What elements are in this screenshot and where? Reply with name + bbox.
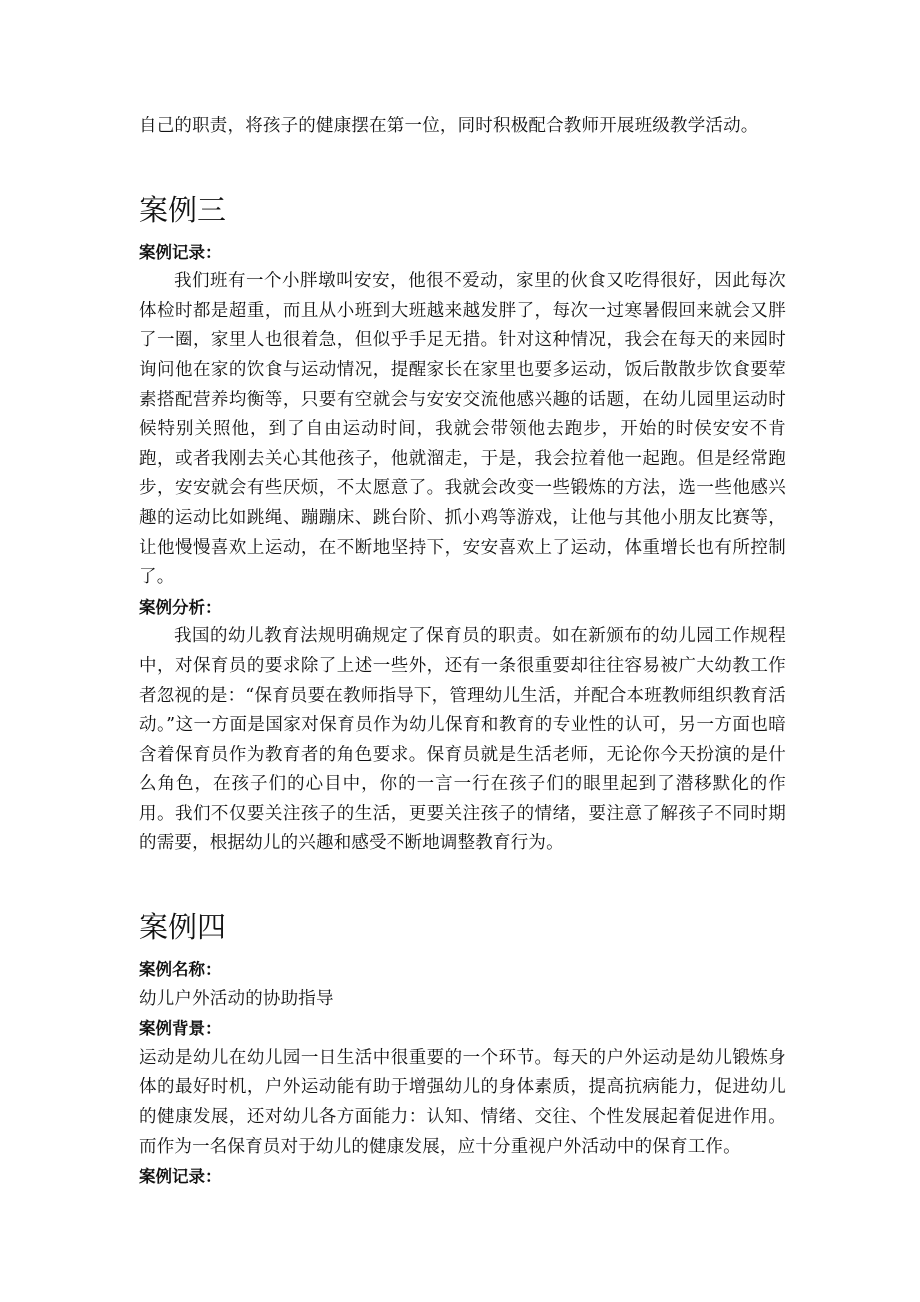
spacer (139, 142, 786, 190)
case4-background-label: 案例背景： (139, 1019, 222, 1039)
case3-record-paragraph: 我们班有一个小胖墩叫安安，他很不爱动，家里的伙食又吃得很好，因此每次体检时都是超重，而且从小班到大班越来越发胖了，每次一过寒暑假回来就会又胖了一圈，家里人也很着急，但似乎手足无措。针对这种情况，我会在每天的来园时询问他在家的饮食与运动情况，提醒家长在家里也要多运动，饭后散散步饮食要荤素搭配营养均衡等，只要有空就会与安安交流他感兴趣的话题，在幼儿园里运动时候特别关照他，到了自由运动时间，我就会带领他去跑步，开始的时侯安安不肯跑，或者我刚去关心其他孩子，他就溜走，于是，我会拉着他一起跑。但是经常跑步，安安就会有些厌烦，不太愿意了。我就会改变一些锻炼的方法，选一些他感兴趣的运动比如跳绳、蹦蹦床、跳台阶、抓小鸡等游戏，让他与其他小朋友比赛等，让他慢慢喜欢上运动，在不断地坚持下，安安喜欢上了运动，体重增长也有所控制了。 (139, 271, 786, 588)
case4-name-text: 幼儿户外活动的协助指导 (139, 988, 334, 1009)
case4-name-label: 案例名称： (139, 960, 222, 980)
case4-record-label: 案例记录： (139, 1167, 222, 1187)
spacer (139, 947, 786, 955)
case3-analysis-paragraph: 我国的幼儿教育法规明确规定了保育员的职责。如在新颁布的幼儿园工作规程中，对保育员的要求除了上述一些外，还有一条很重要却往往容易被广大幼教工作者忽视的是：“保育员要在教师指导下，管理幼儿生活，并配合本班教师组织教育活动。”这一方面是国家对保育员作为幼儿保育和教育的专业性的认可，另一方面也暗含着保育员作为教育者的角色要求。保育员就是生活老师，无论你今天扮演的是什么角色，在孩子们的心目中，你的一言一行在孩子们的眼里起到了潜移默化的作用。我们不仅要关注孩子的生活，更要关注孩子的情绪，要注意了解孩子不同时期的需要，根据幼儿的兴趣和感受不断地调整教育行为。 (139, 626, 786, 854)
intro-tail-paragraph: 自己的职责，将孩子的健康摆在第一位，同时积极配合教师开展班级教学活动。 (139, 116, 759, 136)
case3-title: 案例三 (139, 192, 227, 227)
spacer (139, 230, 786, 238)
spacer (139, 859, 786, 907)
case3-record-label: 案例记录： (139, 242, 222, 262)
case3-analysis-label: 案例分析： (139, 597, 222, 617)
case4-background-paragraph: 运动是幼儿在幼儿园一日生活中很重要的一个环节。每天的户外运动是幼儿锻炼身体的最好时机，户外运动能有助于增强幼儿的身体素质，提高抗病能力，促进幼儿的健康发展，还对幼儿各方面能力：认知、情绪、交往、个性发展起着促进作用。而作为一名保育员对于幼儿的健康发展，应十分重视户外活动中的保育工作。 (139, 1047, 786, 1157)
case4-title: 案例四 (139, 910, 227, 945)
